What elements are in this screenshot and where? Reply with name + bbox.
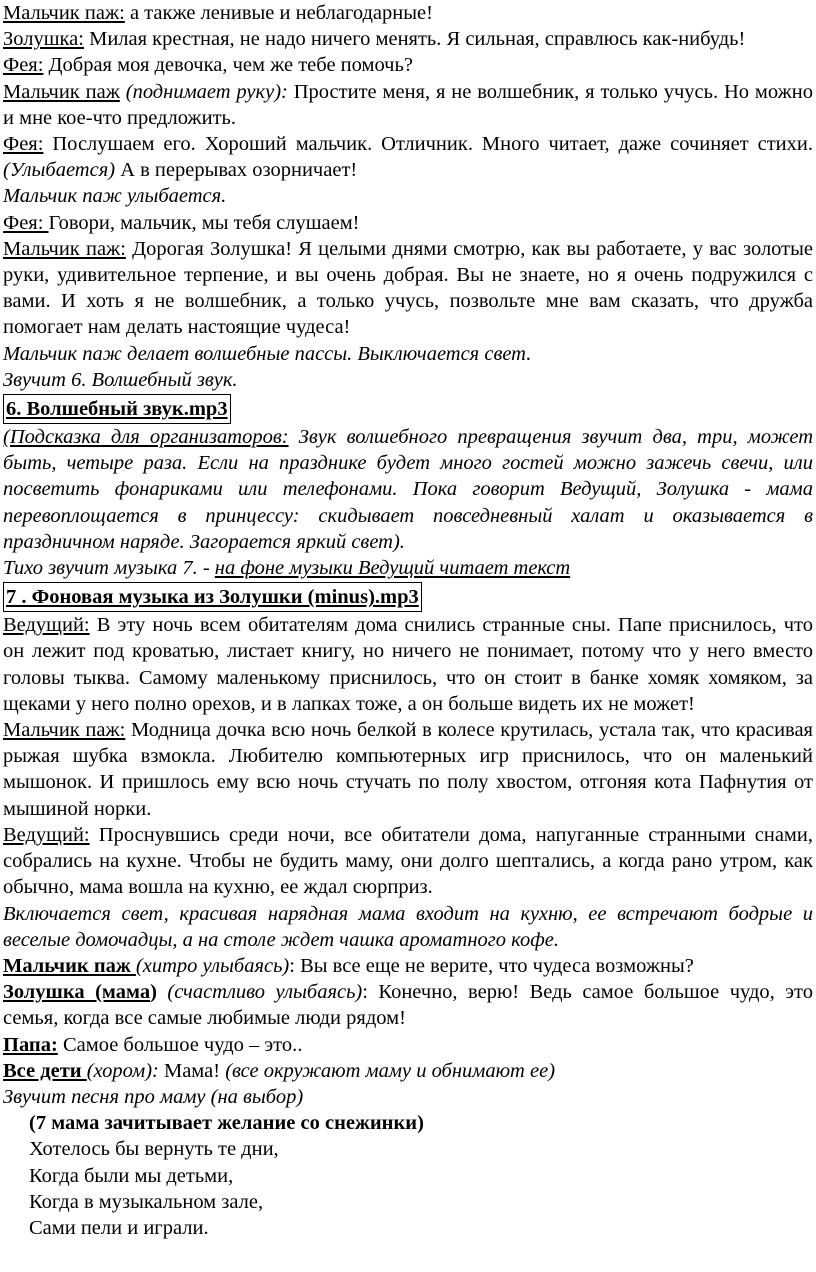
paragraph-3	[3, 52, 813, 78]
paragraph-text: А в перерывах озорничает!	[115, 159, 358, 182]
paragraph-19	[3, 1032, 813, 1058]
speaker-label: Фея:	[3, 54, 44, 77]
poem-line: Когда были мы детьми,	[29, 1164, 234, 1187]
paragraph-text: Мама!	[158, 1059, 226, 1082]
poem-line: Сами пели и играли.	[29, 1216, 209, 1239]
paragraph-text: : Вы все еще не верите, что чудеса возможны?	[289, 954, 694, 977]
paragraph-14	[3, 717, 813, 822]
paragraph-1	[3, 0, 813, 26]
stage-direction-paragraph: Звучит 6. Волшебный звук.	[3, 368, 238, 391]
speaker-label: Золушка:	[3, 28, 84, 51]
paragraph-4	[3, 79, 813, 131]
speaker-label: Фея:	[3, 133, 44, 156]
speaker-label: Фея:	[3, 211, 49, 234]
paragraph-15	[3, 822, 813, 901]
poem-line: Хотелось бы вернуть те дни,	[29, 1138, 279, 1161]
poem-block	[3, 1110, 813, 1241]
paragraph-13	[3, 612, 813, 717]
paragraph-text: а также ленивые и неблагодарные!	[124, 2, 433, 24]
paragraph-text: Милая крестная, не надо ничего менять. Я сильная, справлюсь как-нибудь!	[83, 28, 746, 51]
speaker-label: Все дети	[3, 1059, 87, 1082]
paragraph-text: Звук волшебного превращения звучит два, три, может быть, четыре раза. Если на празднике будет много гостей можно зажечь свечи, или посветить фонариками или телефонами. Пока говорит Ведущий, Золушка - мама перевоплощается в принцессу: скидывает повседневный халат и оказывается в праздничном наряде. Загорается яркий свет).	[3, 426, 813, 553]
paragraph-text: В эту ночь всем обитателям дома снились странные сны. Папе приснилось, что он лежит под кроватью, листает книгу, но ничего не понимает, потому что у него вместо головы тыква. Самому маленькому приснилось, что он стоит в банке хомяк хомяком, за щеками у него полно орехов, и в лапках тоже, а он больше видеть их не может!	[3, 614, 813, 715]
paragraph-8	[3, 236, 813, 341]
stage-direction: (хором):	[86, 1059, 159, 1082]
paragraph-text: Проснувшись среди ночи, все обитатели дома, напуганные странными снами, собрались на кухне. Чтобы не будить маму, они долго шептались, а когда рано утром, как обычно, мама вошла на кухню, ее ждал сюрприз.	[3, 823, 813, 899]
audio-file-6-label: 6. Волшебный звук.mp3	[6, 398, 228, 421]
stage-direction-paragraph: Включается свет, красивая нарядная мама входит на кухню, ее встречают бодрые и веселые домочадцы, а на столе ждет чашка ароматного кофе.	[3, 902, 813, 951]
paragraph-20	[3, 1058, 813, 1084]
stage-direction: (все окружают маму и обнимают ее)	[225, 1059, 556, 1082]
stage-direction: (счастливо улыбаясь)	[156, 981, 363, 1004]
stage-direction-paragraph: Мальчик паж улыбается.	[3, 185, 227, 208]
speaker-label: Мальчик паж:	[3, 2, 125, 24]
paragraph-text: Добрая моя девочка, чем же тебе помочь?	[43, 54, 413, 77]
organizer-hint-paragraph	[3, 424, 813, 555]
speaker-label: Мальчик паж	[3, 80, 120, 103]
poem-line: Когда в музыкальном зале,	[29, 1190, 264, 1213]
stage-direction: (Улыбается)	[3, 159, 116, 182]
speaker-label: Мальчик паж:	[3, 237, 126, 260]
paragraph-text: Послушаем его. Хороший мальчик. Отличник. Много читает, даже сочиняет стихи.	[43, 133, 813, 156]
paragraph-2	[3, 26, 813, 52]
paragraph-5	[3, 131, 813, 183]
speaker-label: Мальчик паж:	[3, 719, 126, 742]
speaker-label: Ведущий:	[3, 823, 90, 846]
stage-direction: (хитро улыбаясь)	[135, 954, 290, 977]
paragraph-text: Модница дочка всю ночь белкой в колесе крутилась, устала так, что красивая рыжая шубка взмокла. Любителю компьютерных игр приснилось, что он маленький мышонок. И пришлось ему всю ночь стучать по полу хвостом, отгоняя кота Пафнутия от мышиной норки.	[3, 719, 813, 820]
music-cue-paragraph	[3, 555, 813, 581]
paragraph-text: Самое большое чудо – это..	[57, 1033, 303, 1056]
speaker-label: Мальчик паж	[3, 954, 136, 977]
paragraph-text: Дорогая Золушка! Я целыми днями смотрю, как вы работаете, у вас золотые руки, удивительное терпение, и вы очень добрая. Вы не знаете, но я очень подружился с вами. И хоть я не волшебник, а только учусь, позвольте мне вам сказать, что дружба помогает нам делать настоящие чудеса!	[3, 237, 813, 339]
speaker-label-end: )	[150, 981, 157, 1004]
speaker-label: Папа:	[3, 1033, 58, 1056]
paragraph-text: : Конечно, верю! Ведь самое большое чудо, это семья, когда все самые любимые люди рядом!	[3, 981, 813, 1030]
stage-direction-underlined: на фоне музыки Ведущий читает текст	[214, 557, 571, 580]
stage-direction: Тихо звучит музыка 7. -	[3, 557, 215, 580]
poem-title: (7 мама зачитывает желание со снежинки)	[29, 1112, 424, 1135]
speaker-label: Золушка (мама	[3, 981, 151, 1004]
paragraph-7	[3, 210, 813, 236]
speaker-label: Ведущий:	[3, 614, 90, 637]
paragraph-text: Простите меня, я не волшебник, я только учусь. Но можно и мне кое-что предложить.	[3, 80, 814, 129]
stage-direction: (поднимает руку):	[119, 80, 288, 103]
audio-file-7-label: 7 . Фоновая музыка из Золушки (minus).mp3	[6, 586, 419, 609]
audio-file-6-box	[3, 394, 231, 424]
paragraph-17	[3, 953, 813, 979]
stage-direction-paragraph: Звучит песня про маму (на выбор)	[3, 1085, 304, 1108]
paragraph-18	[3, 979, 813, 1031]
hint-label: (Подсказка для организаторов:	[3, 426, 289, 449]
stage-direction-paragraph: Мальчик паж делает волшебные пассы. Выключается свет.	[3, 342, 532, 365]
audio-file-7-box	[3, 582, 422, 612]
paragraph-text: Говори, мальчик, мы тебя слушаем!	[48, 211, 360, 234]
